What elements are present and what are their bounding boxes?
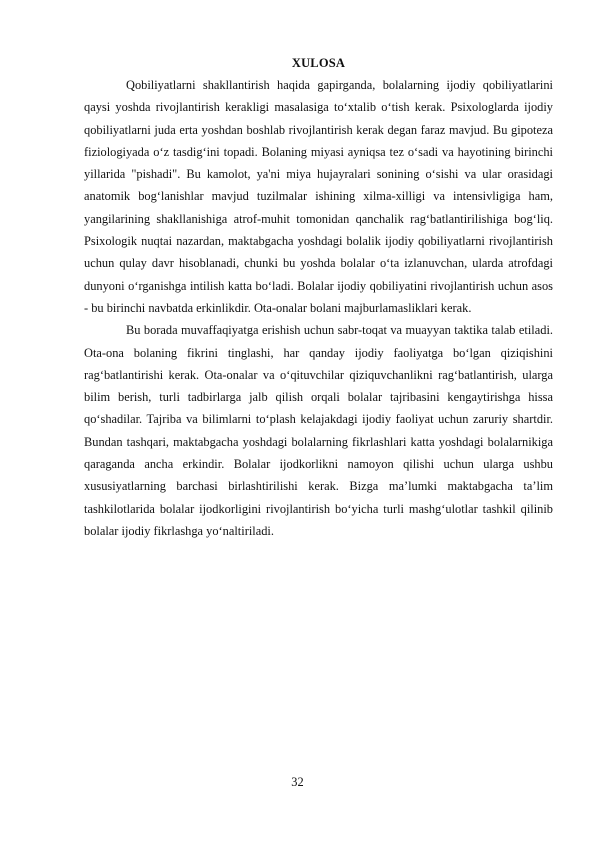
page-number: 32: [291, 775, 304, 789]
page-content: [84, 56, 553, 542]
paragraph-2: Bu borada muvaffaqiyatga erishish uchun sabr-toqat va muayyan taktika talab etiladi. Ota-ona bolaning fikrini tinglashi, har qanday ijodiy faoliyatga bo‘lgan qiziqishini rag‘batlantirishi kerak. Ota-onalar va o‘qituvchilar qiziquvchanlikni rag‘batlantirish, ularga bilim berish, turli tadbirlarga jalb qilish orqali bolalar tajribasini kengaytirishga hissa qo‘shadilar. Tajriba va bilimlarni to‘plash kelajakdagi ijodiy faoliyat uchun zaruriy shartdir. Bundan tashqari, maktabgacha yoshdagi bolalarning fikrlashlari katta yoshdagi bolalarnikiga qaraganda ancha erkindir. Bolalar ijodkorlikni namoyon qilishi uchun ularga ushbu xususiyatlarning barchasi birlashtirilishi kerak. Bizga ma’lumki maktabgacha ta’lim tashkilotlarida bolalar ijodkorligini rivojlantirish bo‘yicha turli mashg‘ulotlar tashkil qilinib bolalar ijodiy fikrlashga yo‘naltiriladi.: [84, 323, 553, 538]
paragraph-1: Qobiliyatlarni shakllantirish haqida gapirganda, bolalarning ijodiy qobiliyatlarini qaysi yoshda rivojlantirish kerakligi masalasiga to‘xtalib o‘tish kerak. Psixologlarda ijodiy qobiliyatlarni juda erta yoshdan boshlab rivojlantirish kerak degan faraz mavjud. Bu gipoteza fiziologiyada o‘z tasdig‘ini topadi. Bolaning miyasi ayniqsa tez o‘sadi va hayotining birinchi yillarida "pishadi". Bu kamolot, ya'ni miya hujayralari sonining o‘sishi va ular orasidagi anatomik bog‘lanishlar mavjud tuzilmalar ishining xilma-xilligi va intensivligiga ham, yangilarining shakllanishiga atrof-muhit tomonidan qanchalik rag‘batlantirilishiga bog‘liq. Psixologik nuqtai nazardan, maktabgacha yoshdagi bolalik ijodiy qobiliyatlarni rivojlantirish uchun qulay davr hisoblanadi, chunki bu yoshda bolalar o‘ta izlanuvchan, ularda atrofdagi dunyoni o‘rganishga intilish katta bo‘ladi. Bolalar ijodiy qobiliyatini rivojlantirish uchun asos - bu birinchi navbatda erkinlikdir. Ota-onalar bolani majburlamasliklari kerak.: [84, 78, 553, 315]
section-title: XULOSA: [291, 56, 346, 70]
